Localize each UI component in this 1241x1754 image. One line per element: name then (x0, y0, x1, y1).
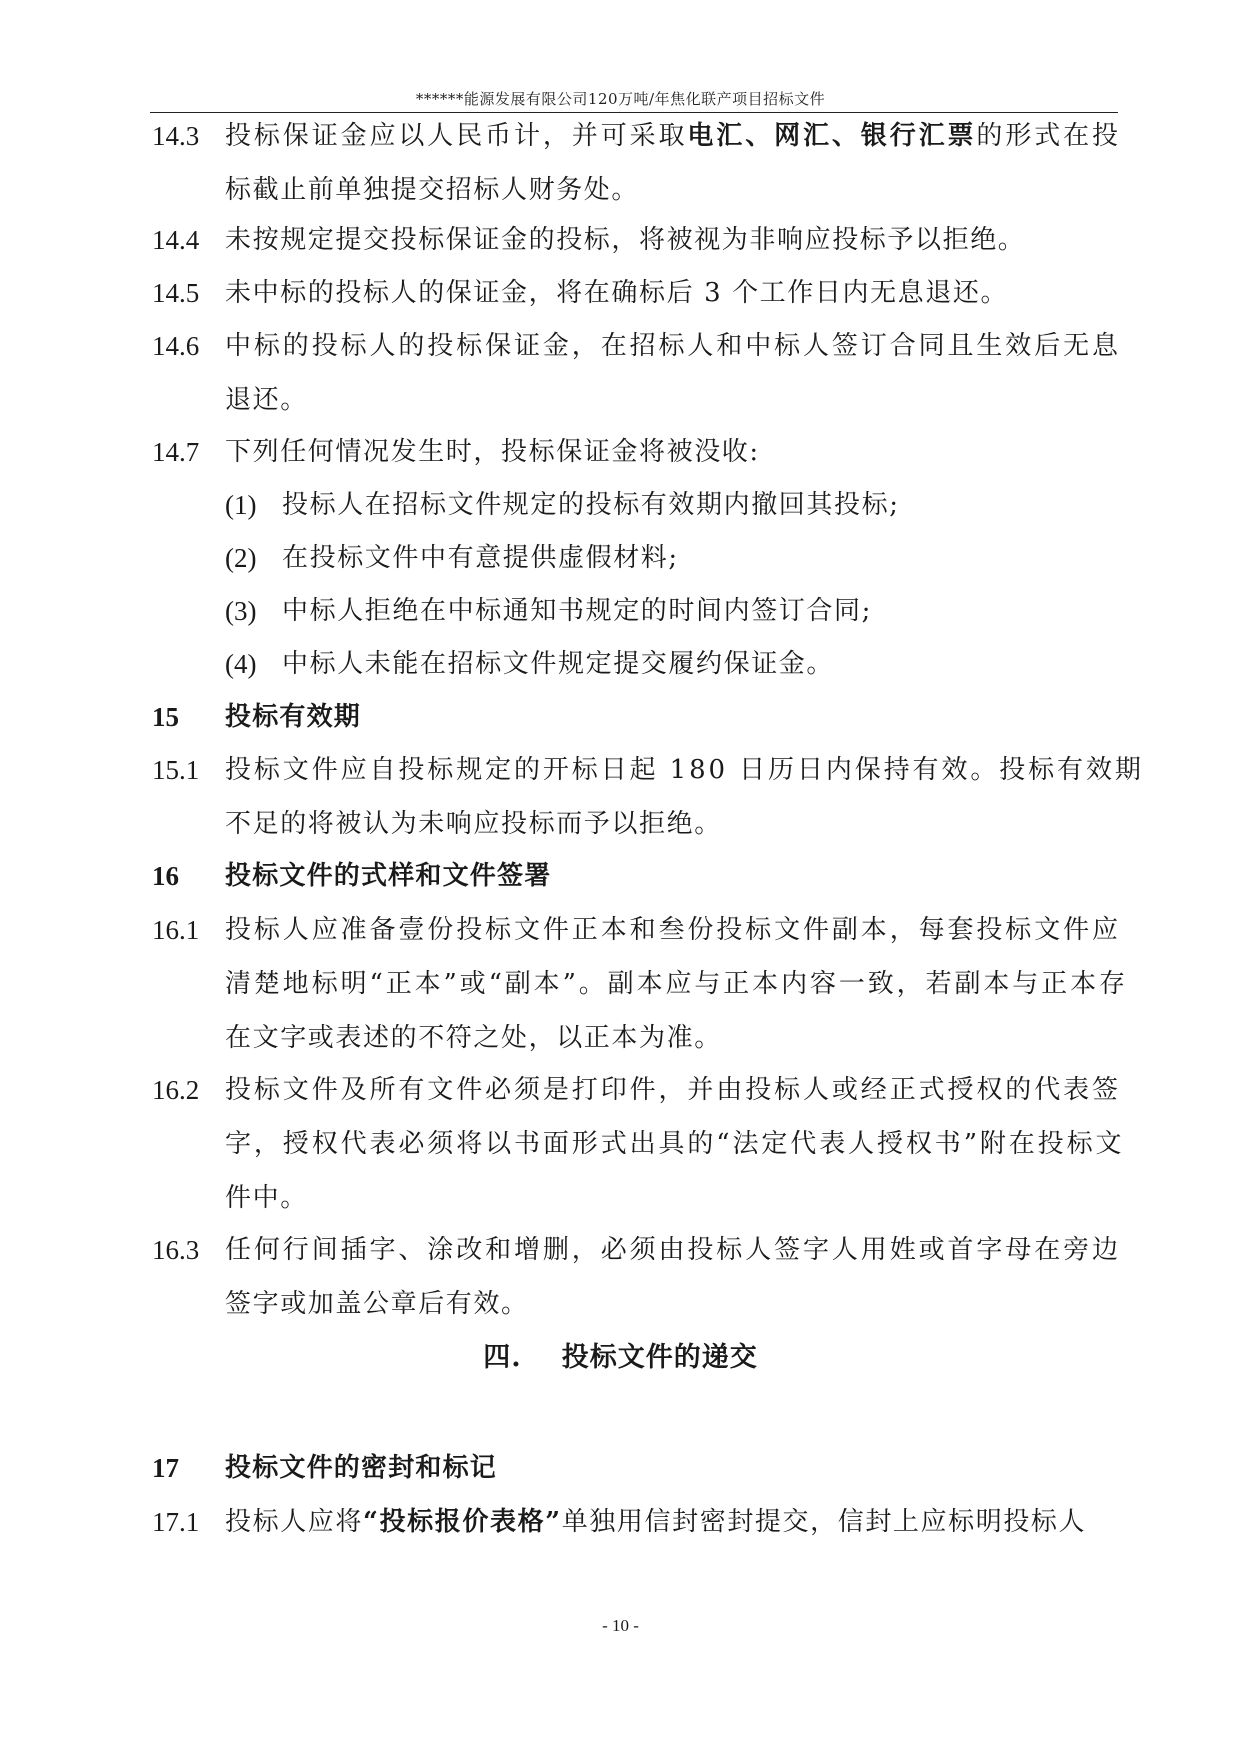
bold-emphasis: 电汇、网汇、银行汇票 (687, 121, 977, 151)
list-item-text: 中标人未能在招标文件规定提交履约保证金。 (282, 649, 835, 679)
list-item-text: 投标人在招标文件规定的投标有效期内撤回其投标; (282, 490, 900, 520)
clause-text: 下列任何情况发生时，投标保证金将被没收: (225, 437, 760, 467)
heading-title: 投标文件的式样和文件签署 (225, 861, 552, 891)
clause-text: 标截止前单独提交招标人财务处。 (225, 175, 640, 205)
clause-text: 签字或加盖公章后有效。 (225, 1289, 529, 1319)
clause-text: 未按规定提交投标保证金的投标，将被视为非响应投标予以拒绝。 (225, 225, 1026, 255)
clause-text-part: 的形式在投 (976, 121, 1121, 151)
clause-text: 字，授权代表必须将以书面形式出具的“法定代表人授权书”附在投标文 (225, 1129, 1125, 1159)
chapter-title-text: 投标文件的递交 (561, 1342, 758, 1373)
clause-text-part: 投标保证金应以人民币计，并可采取 (225, 121, 688, 151)
header-divider (150, 112, 1118, 113)
clause-number: 14.6 (152, 331, 200, 361)
clause-text: 任何行间插字、涂改和增删，必须由投标人签字人用姓或首字母在旁边 (225, 1235, 1121, 1265)
clause-number: 14.7 (152, 437, 200, 467)
clause-text-part: 投标人应将 (225, 1507, 364, 1537)
heading-title: 投标文件的密封和标记 (225, 1453, 498, 1483)
clause-text-part: 单独用信封密封提交，信封上应标明投标人 (561, 1507, 1087, 1537)
list-item-text: 中标人拒绝在中标通知书规定的时间内签订合同; (282, 596, 872, 626)
heading-number: 17 (152, 1453, 179, 1483)
list-item-text: 在投标文件中有意提供虚假材料; (282, 543, 679, 573)
clause-text: 中标的投标人的投标保证金，在招标人和中标人签订合同且生效后无息 (225, 331, 1121, 361)
heading-title: 投标有效期 (225, 702, 362, 732)
list-item-marker: (2) (225, 543, 257, 573)
clause-number: 15.1 (152, 755, 200, 785)
clause-number: 14.3 (152, 121, 200, 151)
clause-text: 在文字或表述的不符之处，以正本为准。 (225, 1023, 722, 1053)
heading-number: 15 (152, 702, 179, 732)
clause-number: 14.5 (152, 278, 200, 308)
bold-emphasis: “投标报价表格” (363, 1507, 562, 1537)
clause-number: 14.4 (152, 225, 200, 255)
clause-text: 不足的将被认为未响应投标而予以拒绝。 (225, 809, 722, 839)
clause-number: 16.2 (152, 1075, 200, 1105)
clause-text: 未中标的投标人的保证金，将在确标后 3 个工作日内无息退还。 (225, 278, 1009, 308)
chapter-number: 四. (483, 1342, 522, 1373)
clause-text (225, 1502, 1086, 1542)
clause-text: 清楚地标明“正本”或“副本”。副本应与正本内容一致，若副本与正本存 (225, 969, 1128, 999)
list-item-marker: (1) (225, 490, 257, 520)
clause-number: 17.1 (152, 1507, 200, 1537)
document-header-title: ******能源发展有限公司120万吨/年焦化联产项目招标文件 (415, 90, 826, 108)
chapter-title (0, 1338, 1241, 1378)
clause-text: 投标文件应自投标规定的开标日起 180 日历日内保持有效。投标有效期 (225, 755, 1144, 785)
heading-number: 16 (152, 861, 179, 891)
clause-number: 16.1 (152, 915, 200, 945)
clause-text (225, 116, 1121, 156)
clause-text: 退还。 (225, 385, 308, 415)
clause-text: 投标人应准备壹份投标文件正本和叁份投标文件副本，每套投标文件应 (225, 915, 1121, 945)
list-item-marker: (3) (225, 596, 257, 626)
list-item-marker: (4) (225, 649, 257, 679)
clause-text: 投标文件及所有文件必须是打印件，并由投标人或经正式授权的代表签 (225, 1075, 1121, 1105)
clause-text: 件中。 (225, 1183, 308, 1213)
clause-number: 16.3 (152, 1235, 200, 1265)
page-number: - 10 - (602, 1616, 639, 1635)
